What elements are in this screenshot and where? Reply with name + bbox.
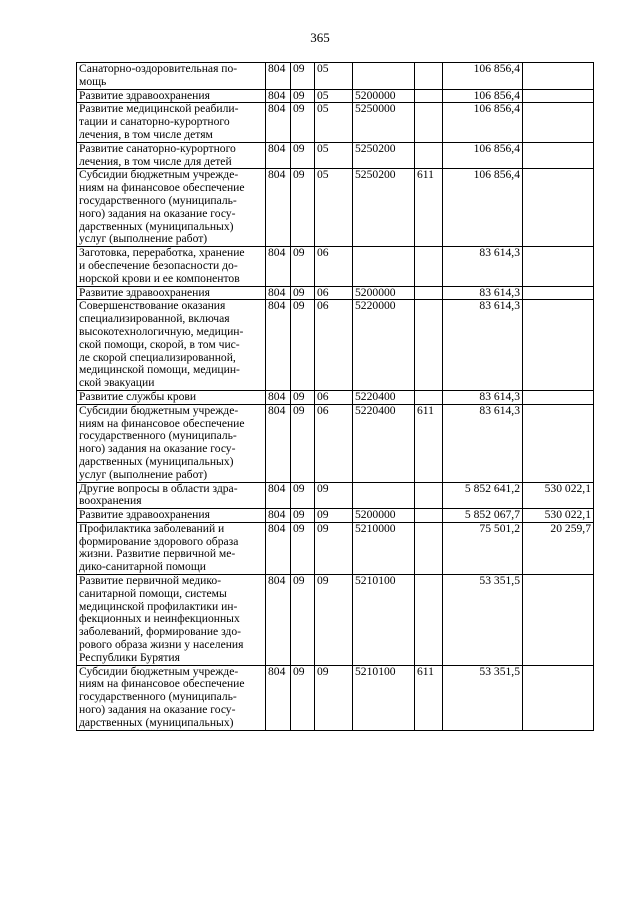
row-subsection-cell: 05 xyxy=(315,103,353,142)
row-name-cell: Профилактика заболеваний и формирование здорового образа жизни. Развитие первичной ме- дико-санитарной помощи xyxy=(77,522,266,574)
table-row xyxy=(77,286,594,300)
row-grbs-cell: 804 xyxy=(266,103,291,142)
table-row xyxy=(77,247,594,286)
row-target-article-cell: 5210100 xyxy=(353,575,415,666)
row-amount-secondary-cell xyxy=(523,103,594,142)
row-amount-cell: 83 614,3 xyxy=(443,404,523,482)
row-name-cell: Субсидии бюджетным учрежде- ниям на финансовое обеспечение государственного (муниципаль- ного) задания на оказание госу- дарственных (муниципальных) услуг (выполнение работ) xyxy=(77,169,266,247)
row-expense-type-cell xyxy=(415,300,443,391)
row-expense-type-cell xyxy=(415,286,443,300)
row-amount-secondary-cell xyxy=(523,247,594,286)
row-amount-cell: 5 852 067,7 xyxy=(443,509,523,523)
row-grbs-cell: 804 xyxy=(266,522,291,574)
row-target-article-cell xyxy=(353,63,415,90)
row-subsection-cell: 06 xyxy=(315,286,353,300)
row-expense-type-cell xyxy=(415,390,443,404)
row-section-cell: 09 xyxy=(291,509,315,523)
row-target-article-cell: 5250200 xyxy=(353,142,415,169)
row-amount-secondary-cell xyxy=(523,169,594,247)
row-target-article-cell: 5200000 xyxy=(353,286,415,300)
row-name-cell: Санаторно-оздоровительная по- мощь xyxy=(77,63,266,90)
row-amount-cell: 83 614,3 xyxy=(443,390,523,404)
row-section-cell: 09 xyxy=(291,522,315,574)
row-grbs-cell: 804 xyxy=(266,63,291,90)
row-amount-cell: 83 614,3 xyxy=(443,300,523,391)
table-row xyxy=(77,390,594,404)
row-subsection-cell: 05 xyxy=(315,142,353,169)
row-section-cell: 09 xyxy=(291,103,315,142)
row-section-cell: 09 xyxy=(291,390,315,404)
row-amount-cell: 83 614,3 xyxy=(443,247,523,286)
row-amount-cell: 106 856,4 xyxy=(443,89,523,103)
row-name-cell: Развитие первичной медико- санитарной помощи, системы медицинской профилактики ин- фекционных и неинфекционных заболеваний, формирование здо- рового образа жизни у населения Республики Бурятия xyxy=(77,575,266,666)
row-subsection-cell: 05 xyxy=(315,169,353,247)
row-expense-type-cell xyxy=(415,103,443,142)
row-grbs-cell: 804 xyxy=(266,300,291,391)
row-subsection-cell: 06 xyxy=(315,247,353,286)
row-amount-secondary-cell xyxy=(523,89,594,103)
row-expense-type-cell: 611 xyxy=(415,665,443,730)
row-target-article-cell: 5200000 xyxy=(353,89,415,103)
table-body xyxy=(77,63,594,731)
row-expense-type-cell xyxy=(415,247,443,286)
row-amount-cell: 106 856,4 xyxy=(443,63,523,90)
row-name-cell: Развитие здравоохранения xyxy=(77,509,266,523)
row-target-article-cell: 5220400 xyxy=(353,404,415,482)
row-subsection-cell: 09 xyxy=(315,509,353,523)
table-row xyxy=(77,63,594,90)
row-amount-secondary-cell xyxy=(523,286,594,300)
row-name-cell: Развитие здравоохранения xyxy=(77,89,266,103)
row-target-article-cell: 5210000 xyxy=(353,522,415,574)
row-target-article-cell: 5210100 xyxy=(353,665,415,730)
row-section-cell: 09 xyxy=(291,169,315,247)
row-amount-secondary-cell xyxy=(523,142,594,169)
table-row xyxy=(77,404,594,482)
row-section-cell: 09 xyxy=(291,575,315,666)
row-name-cell: Развитие медицинской реабили- тации и санаторно-курортного лечения, в том числе детям xyxy=(77,103,266,142)
row-grbs-cell: 804 xyxy=(266,509,291,523)
row-amount-secondary-cell: 530 022,1 xyxy=(523,509,594,523)
table-row xyxy=(77,169,594,247)
row-target-article-cell: 5200000 xyxy=(353,509,415,523)
row-section-cell: 09 xyxy=(291,89,315,103)
row-amount-secondary-cell xyxy=(523,63,594,90)
row-section-cell: 09 xyxy=(291,247,315,286)
row-amount-secondary-cell: 20 259,7 xyxy=(523,522,594,574)
row-target-article-cell: 5250200 xyxy=(353,169,415,247)
row-target-article-cell xyxy=(353,247,415,286)
row-name-cell: Другие вопросы в области здра- воохранения xyxy=(77,482,266,509)
row-grbs-cell: 804 xyxy=(266,286,291,300)
row-amount-cell: 53 351,5 xyxy=(443,665,523,730)
row-expense-type-cell: 611 xyxy=(415,169,443,247)
row-name-cell: Субсидии бюджетным учрежде- ниям на финансовое обеспечение государственного (муниципаль- ного) задания на оказание госу- дарственных (муниципальных) xyxy=(77,665,266,730)
table-row xyxy=(77,575,594,666)
row-name-cell: Субсидии бюджетным учрежде- ниям на финансовое обеспечение государственного (муниципаль- ного) задания на оказание госу- дарственных (муниципальных) услуг (выполнение работ) xyxy=(77,404,266,482)
row-amount-cell: 106 856,4 xyxy=(443,169,523,247)
row-grbs-cell: 804 xyxy=(266,169,291,247)
row-amount-secondary-cell xyxy=(523,665,594,730)
row-name-cell: Совершенствование оказания специализированной, включая высокотехнологичную, медицин- ской помощи, скорой, в том чис- ле скорой специализированной, медицинской помощи, медицин- ской эвакуации xyxy=(77,300,266,391)
row-grbs-cell: 804 xyxy=(266,142,291,169)
row-amount-secondary-cell xyxy=(523,300,594,391)
table-row xyxy=(77,142,594,169)
table-row xyxy=(77,482,594,509)
row-name-cell: Развитие здравоохранения xyxy=(77,286,266,300)
table-row xyxy=(77,103,594,142)
row-expense-type-cell xyxy=(415,142,443,169)
row-expense-type-cell xyxy=(415,522,443,574)
page-number: 365 xyxy=(310,30,330,45)
row-grbs-cell: 804 xyxy=(266,89,291,103)
row-amount-secondary-cell xyxy=(523,404,594,482)
row-section-cell: 09 xyxy=(291,665,315,730)
row-amount-cell: 106 856,4 xyxy=(443,103,523,142)
row-subsection-cell: 09 xyxy=(315,575,353,666)
table-row xyxy=(77,522,594,574)
row-subsection-cell: 05 xyxy=(315,63,353,90)
row-name-cell: Развитие службы крови xyxy=(77,390,266,404)
row-grbs-cell: 804 xyxy=(266,390,291,404)
row-name-cell: Развитие санаторно-курортного лечения, в том числе для детей xyxy=(77,142,266,169)
table-row xyxy=(77,89,594,103)
row-amount-secondary-cell xyxy=(523,390,594,404)
row-grbs-cell: 804 xyxy=(266,247,291,286)
row-section-cell: 09 xyxy=(291,404,315,482)
row-amount-cell: 5 852 641,2 xyxy=(443,482,523,509)
row-target-article-cell: 5250000 xyxy=(353,103,415,142)
row-amount-secondary-cell xyxy=(523,575,594,666)
row-expense-type-cell: 611 xyxy=(415,404,443,482)
row-section-cell: 09 xyxy=(291,142,315,169)
row-expense-type-cell xyxy=(415,482,443,509)
row-section-cell: 09 xyxy=(291,482,315,509)
row-subsection-cell: 09 xyxy=(315,522,353,574)
row-target-article-cell: 5220000 xyxy=(353,300,415,391)
row-section-cell: 09 xyxy=(291,286,315,300)
row-subsection-cell: 09 xyxy=(315,665,353,730)
budget-table xyxy=(76,62,594,731)
row-subsection-cell: 06 xyxy=(315,300,353,391)
row-amount-cell: 75 501,2 xyxy=(443,522,523,574)
row-expense-type-cell xyxy=(415,575,443,666)
row-expense-type-cell xyxy=(415,89,443,103)
row-name-cell: Заготовка, переработка, хранение и обеспечение безопасности до- норской крови и ее компонентов xyxy=(77,247,266,286)
row-subsection-cell: 06 xyxy=(315,404,353,482)
row-amount-cell: 53 351,5 xyxy=(443,575,523,666)
row-subsection-cell: 05 xyxy=(315,89,353,103)
row-target-article-cell: 5220400 xyxy=(353,390,415,404)
row-expense-type-cell xyxy=(415,63,443,90)
row-subsection-cell: 06 xyxy=(315,390,353,404)
row-section-cell: 09 xyxy=(291,63,315,90)
row-grbs-cell: 804 xyxy=(266,482,291,509)
table-row xyxy=(77,665,594,730)
row-grbs-cell: 804 xyxy=(266,404,291,482)
table-row xyxy=(77,300,594,391)
row-expense-type-cell xyxy=(415,509,443,523)
row-amount-cell: 83 614,3 xyxy=(443,286,523,300)
row-amount-secondary-cell: 530 022,1 xyxy=(523,482,594,509)
row-section-cell: 09 xyxy=(291,300,315,391)
row-grbs-cell: 804 xyxy=(266,665,291,730)
row-subsection-cell: 09 xyxy=(315,482,353,509)
row-grbs-cell: 804 xyxy=(266,575,291,666)
row-amount-cell: 106 856,4 xyxy=(443,142,523,169)
table-row xyxy=(77,509,594,523)
row-target-article-cell xyxy=(353,482,415,509)
